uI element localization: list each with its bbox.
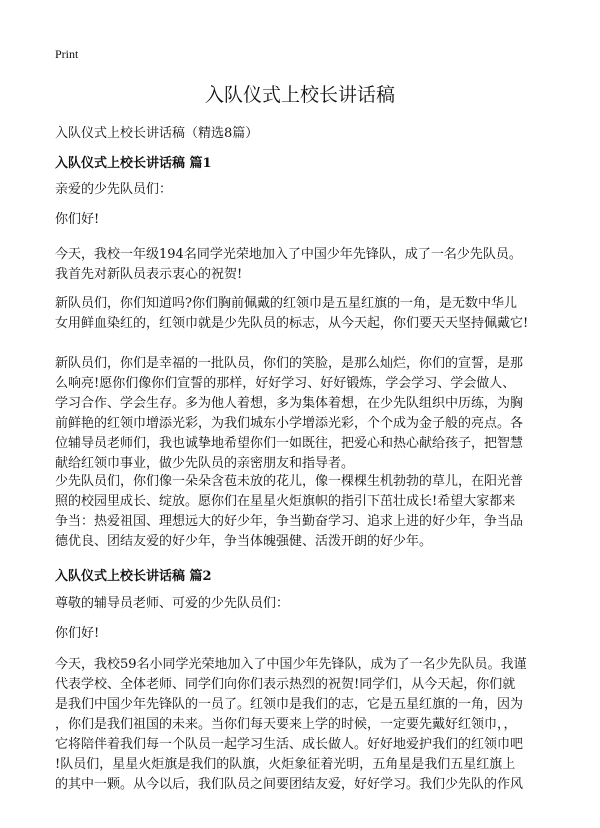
section-heading-1: 入队仪式上校长讲话稿 篇1: [55, 156, 212, 171]
salutation-2: 尊敬的辅导员老师、可爱的少先队员们：: [55, 596, 290, 611]
greeting-2: 你们好!: [55, 626, 100, 641]
section-heading-2: 入队仪式上校长讲话稿 篇2: [55, 569, 212, 584]
greeting-1: 你们好!: [55, 212, 100, 227]
document-subtitle: 入队仪式上校长讲话稿（精选8篇）: [55, 126, 259, 141]
print-link[interactable]: Print: [55, 47, 79, 61]
paragraph-1-1: 今天，我校一年级194名同学光荣地加入了中国少年先锋队，成了一名少先队员。 我首先对新队员表示衷心的祝贺!: [55, 247, 522, 282]
paragraph-1-2: 新队员们，你们知道吗?你们胸前佩戴的红领巾是五星红旗的一角，是无数中华儿 女用鲜血染红的，红领巾就是少先队员的标志，从今天起，你们要天天坚持佩戴它!: [55, 296, 529, 331]
salutation-1: 亲爱的少先队员们：: [55, 182, 173, 197]
document-title: 入队仪式上校长讲话稿: [204, 84, 395, 106]
paragraph-1-3: 新队员们，你们是幸福的一批队员，你们的笑脸，是那么灿烂，你们的宣誓，是那 么响亮!愿你们像你们宣誓的那样，好好学习、好好锻炼，学会学习、学会做人、 学习合作、学会生存。多为他人着想，多为集体着想，在少先队组织中历练，为胸 前鲜艳的红领巾增添光彩，为我们城东小学增添光彩，个个成为金子般的亮点。各 位辅导员老师们，我也诚挚地希望你们一如既往，把爱心和热心献给孩子，把智慧 献给红领巾事业，做少先队员的亲密朋友和指导者。: [55, 356, 524, 471]
paragraph-2-1: 今天，我校59名小同学光荣地加入了中国少年先锋队，成为了一名少先队员。我谨 代表学校、全体老师、同学们向你们表示热烈的祝贺!同学们，从今天起，你们就 是我们中国少年先锋队的一员了。红领巾是我们的志，它是五星红旗的一角，因为 ，你们是我们祖国的未来。当你们每天要来上学的时候，一定要先戴好红领巾，， 它将陪伴着我们每一个队员一起学习生活、成长做人。好好地爱护我们的红领巾吧 !队员们，星星火炬旗是我们的队旗，火炬象征着光明，五角星是我们五星红旗上 的其中一颗。从今以后，我们队员之间要团结友爱，好好学习。我们少先队的作风: [55, 657, 527, 792]
paragraph-1-4: 少先队员们，你们像一朵朵含苞未放的花儿，像一棵棵生机勃勃的草儿，在阳光普 照的校园里成长、绽放。愿你们在星星火炬旗帜的指引下茁壮成长!希望大家都来 争当：热爱祖国、理想远大的好少年，争当勤奋学习、追求上进的好少年，争当品 德优良、团结友爱的好少年，争当体魄强健、活泼开朗的好少年。: [55, 474, 524, 549]
